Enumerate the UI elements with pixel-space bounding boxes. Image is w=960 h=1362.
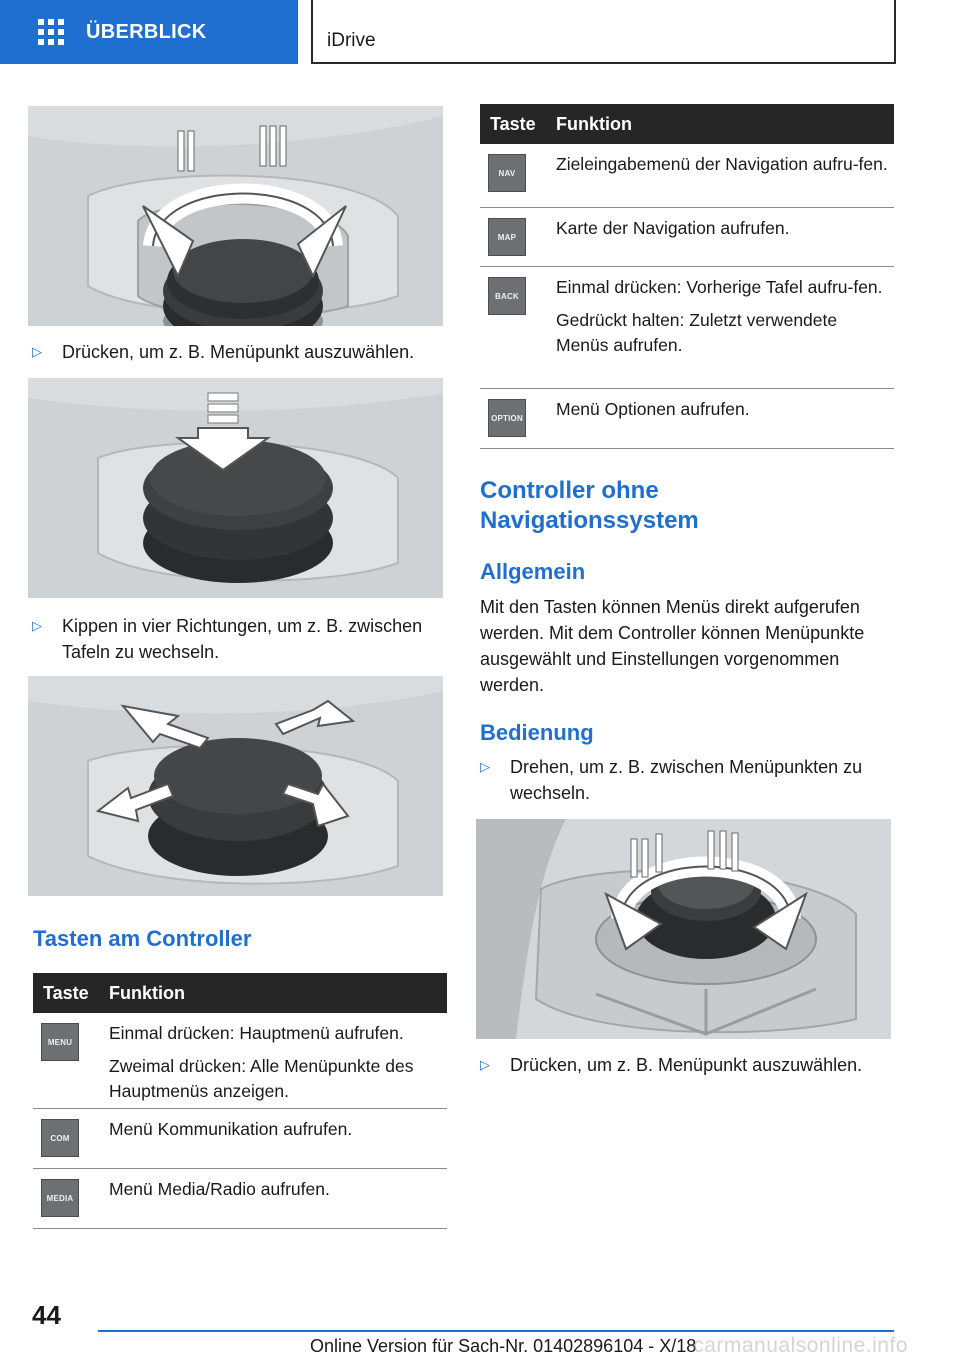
table-row [480, 208, 894, 267]
back-key-icon[interactable]: BACK [488, 277, 526, 315]
navigation-keys-table [480, 104, 894, 449]
table-row [480, 389, 894, 449]
bullet-text: Drehen, um z. B. zwischen Menüpunkten zu wechseln. [510, 757, 863, 803]
table-row [33, 1109, 447, 1169]
heading-allgemein: Allgemein [480, 559, 586, 584]
paragraph-allgemein: Mit den Tasten können Menüs direkt aufgerufen werden. Mit dem Controller können Menüpunkte ausgewählt und Einstellungen vorgenommen werden. [480, 597, 865, 695]
header-section-label: iDrive [327, 30, 376, 51]
table-header-key: Taste [43, 982, 89, 1003]
com-key-icon[interactable]: COM [41, 1119, 79, 1157]
bullet-text: Drücken, um z. B. Menüpunkt auszuwählen. [62, 342, 415, 362]
table-header [480, 104, 894, 144]
controller-tilt-illustration [28, 676, 443, 896]
footer-rule [98, 1330, 894, 1332]
bullet-rotate [480, 754, 895, 806]
table-header-key: Taste [490, 113, 536, 134]
header-section [311, 0, 896, 64]
table-row [480, 267, 894, 389]
bullet-press-select [32, 339, 447, 365]
bullet-triangle-icon: ▷ [480, 759, 490, 774]
function-text: Einmal drücken: Vorherige Tafel aufru-fen. [556, 277, 883, 297]
option-key-icon[interactable]: OPTION [488, 399, 526, 437]
table-row [480, 144, 894, 208]
table-header-function: Funktion [556, 113, 632, 134]
grid-menu-icon [38, 19, 66, 45]
function-text: Gedrückt halten: Zuletzt verwendete Menüs aufrufen. [556, 310, 838, 355]
menu-key-icon[interactable]: MENU [41, 1023, 79, 1061]
bullet-triangle-icon: ▷ [32, 618, 42, 633]
controller-keys-table [33, 973, 447, 1229]
map-key-icon[interactable]: MAP [488, 218, 526, 256]
heading-tasten-am-controller: Tasten am Controller [33, 926, 252, 951]
function-text: Menü Optionen aufrufen. [556, 399, 750, 419]
table-header [33, 973, 447, 1013]
controller-rotate-illustration [28, 106, 443, 326]
header-tab-label: ÜBERBLICK [86, 20, 207, 43]
bullet-triangle-icon: ▷ [32, 344, 42, 359]
function-text: Einmal drücken: Hauptmenü aufrufen. [109, 1023, 404, 1043]
media-key-icon[interactable]: MEDIA [41, 1179, 79, 1217]
footer-online-version: Online Version für Sach-Nr. 01402896104 - X/18 [310, 1336, 697, 1356]
table-row [33, 1169, 447, 1229]
table-header-function: Funktion [109, 982, 185, 1003]
bullet-text: Kippen in vier Richtungen, um z. B. zwischen Tafeln zu wechseln. [62, 616, 423, 662]
table-row [33, 1013, 447, 1109]
function-text: Menü Kommunikation aufrufen. [109, 1119, 353, 1139]
controller-press-illustration [28, 378, 443, 598]
heading-controller-ohne-navigation: Controller ohne Navigationssystem [480, 477, 699, 534]
nav-key-icon[interactable]: NAV [488, 154, 526, 192]
heading-bedienung: Bedienung [480, 720, 594, 745]
page-number: 44 [32, 1300, 61, 1330]
function-text: Menü Media/Radio aufrufen. [109, 1179, 330, 1199]
watermark: carmanualsonline.info [693, 1334, 908, 1357]
bullet-tilt [32, 613, 447, 665]
function-text: Zweimal drücken: Alle Menüpunkte des Hauptmenüs anzeigen. [109, 1056, 414, 1101]
function-text: Karte der Navigation aufrufen. [556, 218, 790, 238]
bullet-triangle-icon: ▷ [480, 1057, 490, 1072]
bullet-text: Drücken, um z. B. Menüpunkt auszuwählen. [510, 1055, 863, 1075]
header-tab-ueberblick[interactable] [0, 0, 298, 64]
controller-rotate-illustration [476, 819, 891, 1039]
function-text: Zieleingabemenü der Navigation aufru-fen. [556, 154, 888, 174]
bullet-press-select-2 [480, 1052, 895, 1078]
